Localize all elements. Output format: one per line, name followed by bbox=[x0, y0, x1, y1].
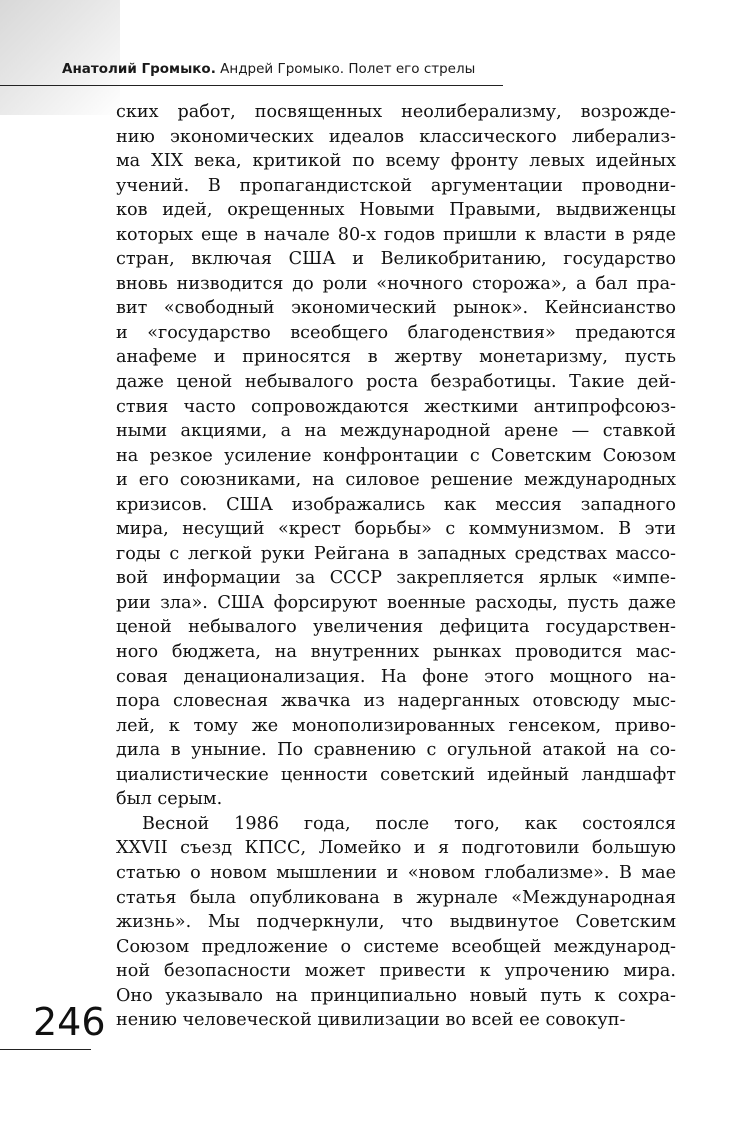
text-line: на резкое усиление конфронтации с Советским Союзом bbox=[116, 445, 676, 466]
text-line: нию экономических идеалов классического либерализ- bbox=[116, 126, 676, 147]
text-line: рии зла». США форсируют военные расходы, пусть даже bbox=[116, 592, 676, 613]
page-number: 246 bbox=[33, 1000, 106, 1044]
text-line: ков идей, окрещенных Новыми Правыми, выдвиженцы bbox=[116, 200, 676, 221]
text-line: кризисов. США изображались как мессия западного bbox=[116, 494, 676, 515]
text-line: вновь низводится до роли «ночного сторожа», а бал пра- bbox=[116, 273, 676, 294]
running-head-author: Анатолий Громыко. bbox=[62, 61, 216, 77]
text-line: которых еще в начале 80-х годов пришли к власти в ряде bbox=[116, 224, 676, 245]
text-line: циалистические ценности советский идейный ландшафт bbox=[116, 764, 676, 785]
running-head bbox=[62, 61, 475, 77]
text-line: дила в уныние. По сравнению с огульной атакой на со- bbox=[116, 740, 676, 761]
text-line: ствия часто сопровождаются жесткими антипрофсоюз- bbox=[116, 396, 676, 417]
text-line: и «государство всеобщего благоденствия» предаются bbox=[116, 322, 676, 343]
running-head-title: Андрей Громыко. Полет его стрелы bbox=[220, 61, 476, 77]
text-line: статью о новом мышлении и «новом глобализме». В мае bbox=[116, 862, 676, 883]
text-line: нению человеческой цивилизации во всей ее совокуп- bbox=[116, 1010, 626, 1031]
text-line: ских работ, посвященных неолиберализму, возрожде- bbox=[116, 102, 676, 122]
footer-rule bbox=[0, 1049, 91, 1050]
text-line: и его союзниками, на силовое решение международных bbox=[116, 470, 676, 491]
text-line: XXVII съезд КПСС, Ломейко и я подготовили большую bbox=[116, 838, 676, 859]
corner-shading bbox=[0, 0, 120, 115]
text-line: жизнь». Мы подчеркнули, что выдвинутое Советским bbox=[116, 912, 676, 933]
text-line: пора словесная жвачка из надерганных отовсюду мыс- bbox=[116, 691, 676, 712]
text-line: вой информации за СССР закрепляется ярлык «импе- bbox=[116, 568, 676, 589]
text-line: стран, включая США и Великобританию, государство bbox=[116, 249, 676, 270]
text-line: даже ценой небывалого роста безработицы. Такие дей- bbox=[116, 372, 676, 393]
text-line: статья была опубликована в журнале «Международная bbox=[116, 887, 676, 908]
text-line: Весной 1986 года, после того, как состоялся bbox=[142, 813, 676, 834]
text-line: был серым. bbox=[116, 789, 223, 810]
text-line: лей, к тому же монополизированных генсеком, приво- bbox=[116, 715, 676, 736]
text-line: Оно указывало на принципиально новый путь к сохра- bbox=[116, 985, 676, 1006]
body-text bbox=[116, 100, 676, 1033]
text-line: ной безопасности может привести к упрочению мира. bbox=[116, 961, 676, 982]
text-line: учений. В пропагандистской аргументации проводни- bbox=[116, 175, 676, 196]
text-line: совая денационализация. На фоне этого мощного на- bbox=[116, 666, 676, 687]
text-line: годы с легкой руки Рейгана в западных средствах массо- bbox=[116, 543, 676, 564]
text-line: вит «свободный экономический рынок». Кейнсианство bbox=[116, 298, 676, 319]
text-line: анафеме и приносятся в жертву монетаризму, пусть bbox=[116, 347, 676, 368]
header-rule bbox=[0, 85, 503, 86]
text-line: мира, несущий «крест борьбы» с коммунизмом. В эти bbox=[116, 519, 676, 540]
text-line: ценой небывалого увеличения дефицита государствен- bbox=[116, 617, 676, 638]
text-line: ного бюджета, на внутренних рынках проводится мас- bbox=[116, 642, 676, 663]
text-line: ма XIX века, критикой по всему фронту левых идейных bbox=[116, 151, 676, 172]
text-line: Союзом предложение о системе всеобщей международ- bbox=[116, 936, 676, 957]
text-line: ными акциями, а на международной арене — ставкой bbox=[116, 421, 676, 442]
